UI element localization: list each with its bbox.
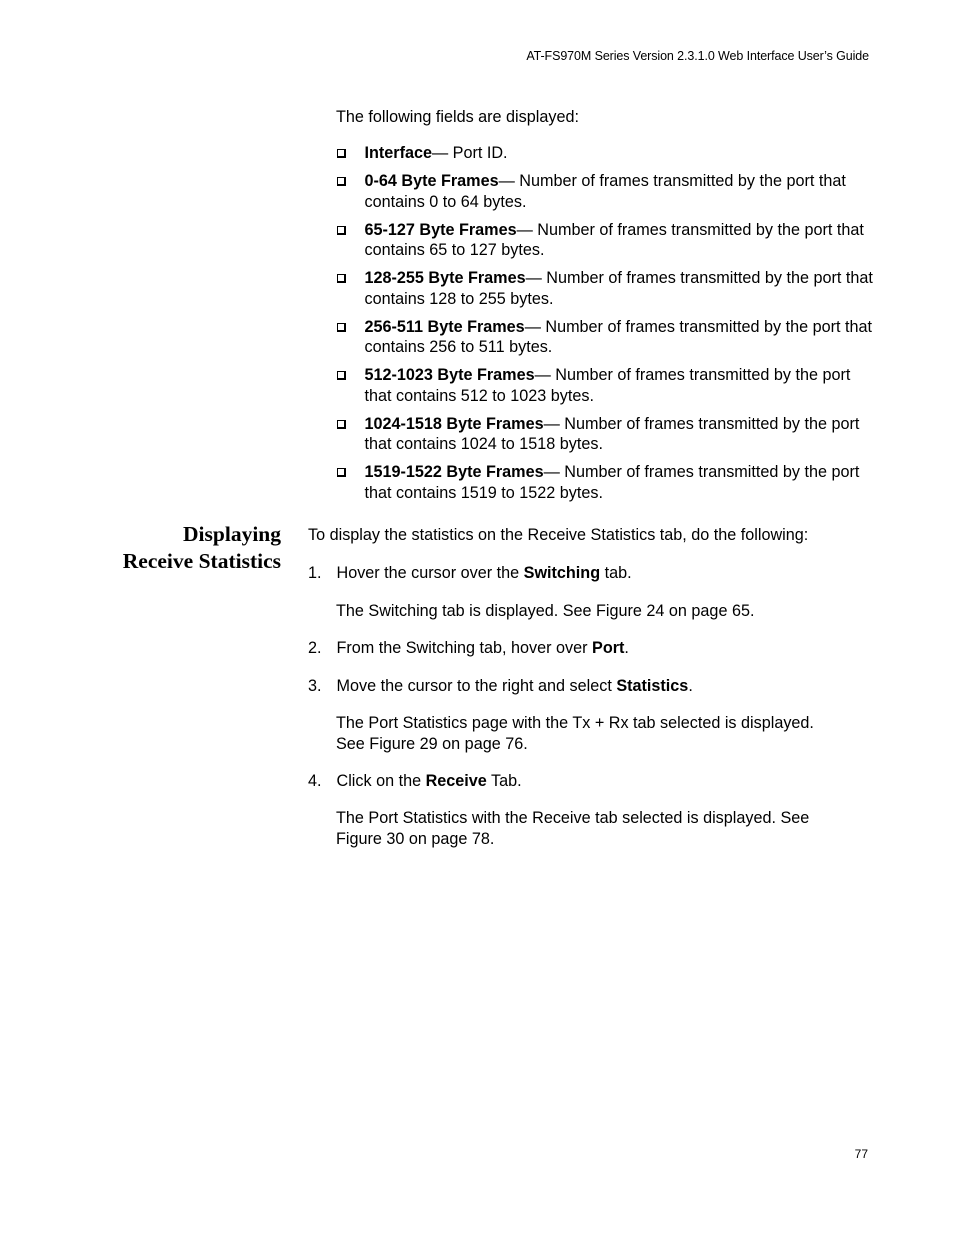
step-text: tab.	[600, 564, 632, 582]
list-item	[336, 414, 876, 455]
step-text: .	[688, 677, 693, 695]
field-desc: — Port ID.	[431, 144, 508, 162]
section-heading-line: Displaying	[183, 522, 281, 546]
note-line: The Port Statistics page with the Tx + Rx tab selected is displayed.	[336, 714, 814, 732]
field-term: 65-127 Byte Frames	[364, 220, 517, 239]
step-text: From the Switching tab, hover over	[336, 639, 593, 657]
field-list	[336, 143, 876, 511]
step-ui-term: Receive	[425, 772, 487, 790]
step-4-note	[336, 808, 866, 849]
field-desc: — Number of frames transmitted by the port that contains 256 to 511 bytes.	[364, 317, 872, 356]
step-2	[308, 638, 629, 659]
step-3	[308, 676, 693, 697]
step-ui-term: Port	[592, 639, 625, 657]
step-number: 3.	[308, 677, 322, 695]
list-item	[336, 220, 876, 261]
field-term: 128-255 Byte Frames	[364, 269, 526, 287]
step-1-note: The Switching tab is displayed. See Figure 24 on page 65.	[336, 602, 755, 620]
step-number: 1.	[308, 564, 322, 582]
checkbox-bullet-icon	[337, 149, 346, 158]
step-1	[308, 563, 632, 584]
section-heading	[123, 521, 281, 575]
list-item	[336, 317, 876, 358]
fields-intro: The following fields are displayed:	[336, 108, 579, 126]
step-number: 2.	[308, 639, 322, 657]
checkbox-bullet-icon	[337, 274, 346, 283]
field-term: 0-64 Byte Frames	[364, 172, 499, 190]
field-term: 1024-1518 Byte Frames	[364, 414, 544, 433]
checkbox-bullet-icon	[337, 226, 346, 235]
list-item	[336, 268, 876, 309]
checkbox-bullet-icon	[337, 468, 346, 477]
list-item	[336, 365, 876, 406]
list-item	[336, 462, 876, 503]
list-item	[336, 171, 876, 212]
field-desc: — Number of frames transmitted by the port that contains 512 to 1023 bytes.	[364, 366, 851, 405]
field-desc: — Number of frames transmitted by the port that contains 1024 to 1518 bytes.	[364, 414, 860, 453]
checkbox-bullet-icon	[337, 371, 346, 380]
step-ui-term: Switching	[523, 564, 601, 582]
step-4	[308, 771, 522, 792]
field-term: Interface	[364, 144, 432, 162]
step-3-note	[336, 713, 866, 754]
note-line: See Figure 29 on page 76.	[336, 734, 528, 753]
note-line: The Port Statistics with the Receive tab selected is displayed. See	[336, 809, 810, 827]
step-text: Hover the cursor over the	[336, 564, 524, 582]
section-heading-line: Receive Statistics	[122, 549, 281, 573]
step-text: Tab.	[486, 772, 522, 790]
running-header: AT-FS970M Series Version 2.3.1.0 Web Interface User’s Guide	[526, 49, 869, 63]
field-term: 512-1023 Byte Frames	[364, 366, 535, 384]
field-desc: — Number of frames transmitted by the port that contains 1519 to 1522 bytes.	[364, 463, 860, 502]
field-desc: — Number of frames transmitted by the port that contains 128 to 255 bytes.	[364, 269, 873, 308]
checkbox-bullet-icon	[337, 420, 346, 429]
step-number: 4.	[308, 772, 322, 790]
step-text: .	[624, 639, 629, 657]
note-line: Figure 30 on page 78.	[336, 829, 495, 848]
steps-intro: To display the statistics on the Receive Statistics tab, do the following:	[308, 526, 809, 544]
field-term: 1519-1522 Byte Frames	[364, 463, 544, 481]
list-item	[336, 143, 876, 164]
step-text: Click on the	[336, 772, 426, 790]
field-term: 256-511 Byte Frames	[364, 317, 525, 336]
step-ui-term: Statistics	[616, 677, 689, 695]
page-number: 77	[854, 1147, 868, 1161]
checkbox-bullet-icon	[337, 323, 346, 332]
step-text: Move the cursor to the right and select	[336, 677, 617, 695]
field-desc: — Number of frames transmitted by the port that contains 65 to 127 bytes.	[364, 220, 864, 259]
checkbox-bullet-icon	[337, 177, 346, 186]
field-desc: — Number of frames transmitted by the port that contains 0 to 64 bytes.	[364, 172, 846, 211]
